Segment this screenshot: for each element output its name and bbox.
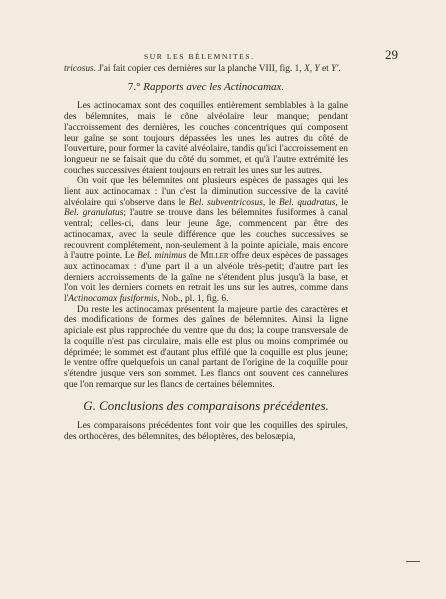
section-title: Rapports avec les Actinocamax. bbox=[143, 80, 285, 93]
species-name: Bel. minimus bbox=[137, 251, 187, 262]
paragraph-1: Les actinocamax sont des coquilles entièrement semblables à la gaîne des bélemnites, mais le cône alvéolaire leur manque; pendant l'accroissement des dernières, les couches concentriques qui composent leur gaîne se sont toujours dépassées les unes les autres du côté de l'ouverture, pour former la cavité alvéolaire, tandis qu'ici l'accroissement en longueur ne se faisait que du côté du sommet, et qu'à l'autre extrémité les couches successives étaient toujours en retrait les unes sur les autres. bbox=[64, 101, 348, 176]
paragraph-2 bbox=[64, 176, 348, 304]
species-name: Bel. subventricosus, bbox=[188, 197, 266, 208]
page-number: 29 bbox=[385, 47, 398, 62]
author-name: Miller bbox=[200, 251, 229, 262]
species-name: Bel. granulatus bbox=[64, 208, 124, 219]
figure-ref: Y' bbox=[331, 64, 339, 74]
text-run: et bbox=[319, 64, 332, 74]
paragraph-3: Du reste les actinocamax présentent la majeure partie des caractères et des modifications de formes des gaînes de bélemnites. Ainsi la ligne apiciale est plus rapprochée du ventre que du dos; la coupe transversale de la coquille n'est pas circulaire, mais elle est plus ou moins comprimée ou déprimée; le sommet est d'autant plus effilé que la coquille est plus jeune; le ventre offre quelquefois un canal partant de l'origine de la coquille pour s'étendre jusque vers son sommet. Les flancs ont souvent ces cannelures que l'on remarque sur les flancs de certaines bélemnites. bbox=[64, 304, 348, 390]
figure-ref: X, Y bbox=[304, 64, 320, 74]
paragraph-4: Les comparaisons précédentes font voir que les coquilles des spirules, des orthocères, des bélemnites, des béloptères, des belosæpia, bbox=[64, 421, 348, 442]
species-name: Actinocamax fusiformis bbox=[68, 294, 158, 305]
running-head: SUR LES BÉLEMNITES. bbox=[144, 52, 255, 61]
species-name: tricosus. bbox=[64, 64, 97, 74]
text-run: de bbox=[186, 251, 201, 262]
paragraph-continuation bbox=[64, 64, 348, 75]
section-number: 7.° bbox=[127, 80, 144, 93]
body-text bbox=[64, 64, 348, 443]
text-run: le bbox=[265, 197, 280, 208]
species-name: Bel. quadratus, bbox=[279, 197, 338, 208]
text-run: le bbox=[337, 197, 348, 208]
text-run: , Nob., pl. 1, fig. 6. bbox=[157, 294, 229, 305]
section-heading-G: G. Conclusions des comparaisons précédentes. bbox=[83, 398, 329, 414]
text-run: ; l'autre se trouve dans les bélemnites fusiformes à canal ventral; celles-ci, dans leur jeune âge, commencent par être des actinocamax, avec la seule différence que les couches successives se recouvrent complétement, non-seulement à la pointe apiciale, mais encore à l'autre pointe. Le bbox=[64, 208, 348, 262]
text-run: offre deux espèces de passages aux actinocamax : d'une part il a un alvéole très-petit; d'autre part les derniers accroissements de la gaîne ne s'étendent plus jusqu'à la base, et l'on voit les derniers cornets en retrait les uns sur les autres, comme dans l' bbox=[64, 251, 348, 305]
page-header bbox=[64, 47, 398, 64]
text-run: On voit que les bélemnites ont plusieurs espèces de passages qui les lient aux actinocamax : l'un c'est la diminution successive de la cavité alvéolaire qui s'observe dans le bbox=[64, 176, 348, 208]
text-run: . bbox=[338, 64, 341, 74]
text-run: J'ai fait copier ces dernières sur la planche VIII, fig. 1, bbox=[96, 64, 304, 74]
section-heading-7 bbox=[64, 82, 348, 93]
page-mark bbox=[406, 561, 420, 562]
